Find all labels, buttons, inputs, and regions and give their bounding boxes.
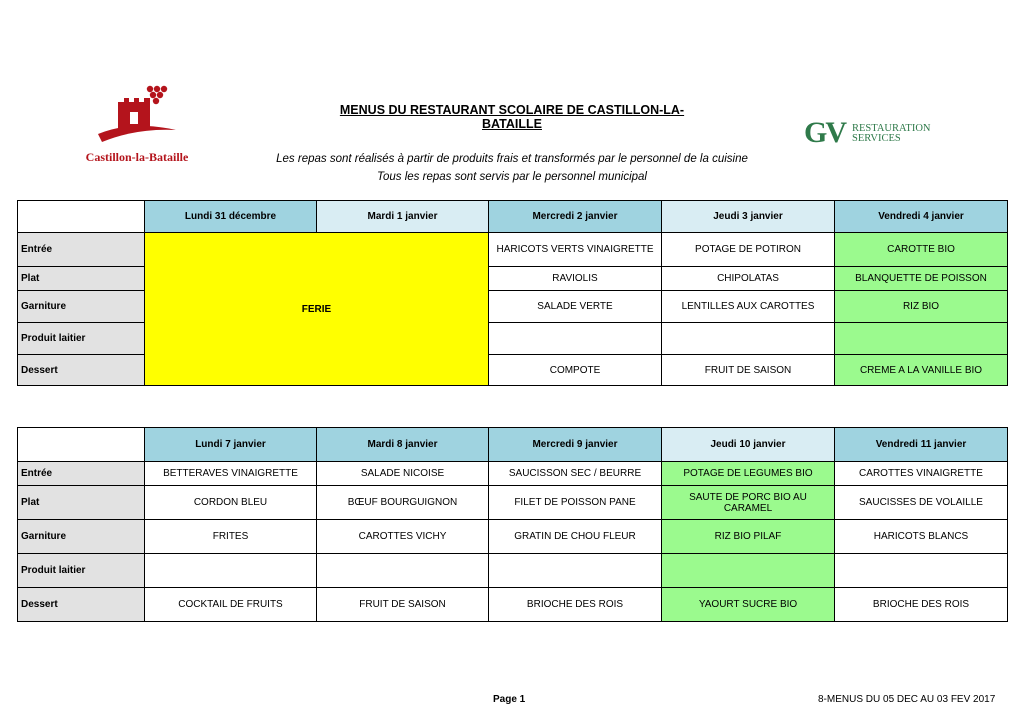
menu-cell: BLANQUETTE DE POISSON (835, 267, 1008, 291)
table-row (18, 233, 1008, 267)
day-header: Mercredi 9 janvier (489, 428, 662, 462)
day-header: Vendredi 4 janvier (835, 201, 1008, 233)
menu-cell (835, 323, 1008, 355)
row-label: Plat (18, 267, 145, 291)
menu-cell: SAUCISSON SEC / BEURRE (489, 462, 662, 486)
menu-cell: RAVIOLIS (489, 267, 662, 291)
menu-cell: COMPOTE (489, 355, 662, 386)
week1-menu-table (17, 200, 1008, 386)
menu-cell: SALADE VERTE (489, 291, 662, 323)
row-label: Dessert (18, 588, 145, 622)
intro-line-1: Les repas sont réalisés à partir de produits frais et transformés par le personnel de la cuisine (276, 153, 748, 165)
menu-cell: RIZ BIO PILAF (662, 520, 835, 554)
day-header: Jeudi 10 janvier (662, 428, 835, 462)
menu-cell (489, 323, 662, 355)
menu-cell: FRUIT DE SAISON (317, 588, 489, 622)
caterer-initials: GV (804, 116, 845, 149)
row-label: Entrée (18, 233, 145, 267)
day-header: Jeudi 3 janvier (662, 201, 835, 233)
row-label: Garniture (18, 291, 145, 323)
menu-cell: HARICOTS BLANCS (835, 520, 1008, 554)
menu-cell (662, 554, 835, 588)
menu-cell: CHIPOLATAS (662, 267, 835, 291)
table-header-row (18, 428, 1008, 462)
row-label: Entrée (18, 462, 145, 486)
table-row (18, 520, 1008, 554)
day-header: Mardi 1 janvier (317, 201, 489, 233)
menu-cell: LENTILLES AUX CAROTTES (662, 291, 835, 323)
day-header: Lundi 31 décembre (145, 201, 317, 233)
menu-cell: BRIOCHE DES ROIS (489, 588, 662, 622)
row-label: Plat (18, 486, 145, 520)
menu-cell (145, 554, 317, 588)
page-number: Page 1 (493, 694, 526, 705)
menu-cell: FILET DE POISSON PANE (489, 486, 662, 520)
corner-cell (18, 428, 145, 462)
table-row (18, 462, 1008, 486)
town-logo (62, 82, 212, 166)
menu-cell: CREME A LA VANILLE BIO (835, 355, 1008, 386)
menu-cell: CAROTTE BIO (835, 233, 1008, 267)
menu-cell: CORDON BLEU (145, 486, 317, 520)
table-header-row (18, 201, 1008, 233)
menu-cell: SAUCISSES DE VOLAILLE (835, 486, 1008, 520)
day-header: Mardi 8 janvier (317, 428, 489, 462)
caterer-name (852, 124, 931, 144)
day-header: Mercredi 2 janvier (489, 201, 662, 233)
menu-cell (835, 554, 1008, 588)
table-row (18, 554, 1008, 588)
menu-cell: FRITES (145, 520, 317, 554)
caterer-name-line1: RESTAURATION (852, 123, 931, 134)
caterer-name-line2: SERVICES (852, 133, 901, 144)
menu-cell: POTAGE DE LEGUMES BIO (662, 462, 835, 486)
row-label: Produit laitier (18, 323, 145, 355)
day-header: Lundi 7 janvier (145, 428, 317, 462)
menu-cell (662, 323, 835, 355)
menu-cell (317, 554, 489, 588)
week2-menu-table (17, 427, 1008, 622)
menu-cell: GRATIN DE CHOU FLEUR (489, 520, 662, 554)
menu-cell: POTAGE DE POTIRON (662, 233, 835, 267)
corner-cell (18, 201, 145, 233)
menu-cell: SAUTE DE PORC BIO AU CARAMEL (662, 486, 835, 520)
menu-cell: YAOURT SUCRE BIO (662, 588, 835, 622)
menu-cell: BETTERAVES VINAIGRETTE (145, 462, 317, 486)
table-row (18, 486, 1008, 520)
town-name: Castillon-la-Bataille (85, 150, 189, 164)
caterer-logo (800, 110, 965, 170)
menu-cell: BŒUF BOURGUIGNON (317, 486, 489, 520)
holiday-cell: FERIE (145, 233, 489, 386)
menu-cell: BRIOCHE DES ROIS (835, 588, 1008, 622)
menu-cell (489, 554, 662, 588)
intro-text (232, 150, 792, 186)
menu-cell: CAROTTES VICHY (317, 520, 489, 554)
menu-cell: FRUIT DE SAISON (662, 355, 835, 386)
page-title: MENUS DU RESTAURANT SCOLAIRE DE CASTILLON-LA-BATAILLE (339, 103, 685, 131)
castle-icon (92, 82, 182, 148)
menu-cell: COCKTAIL DE FRUITS (145, 588, 317, 622)
day-header: Vendredi 11 janvier (835, 428, 1008, 462)
table-row (18, 588, 1008, 622)
menu-cell: SALADE NICOISE (317, 462, 489, 486)
document-reference: 8-MENUS DU 05 DEC AU 03 FEV 2017 (818, 694, 996, 705)
menu-cell: CAROTTES VINAIGRETTE (835, 462, 1008, 486)
row-label: Garniture (18, 520, 145, 554)
menu-cell: HARICOTS VERTS VINAIGRETTE (489, 233, 662, 267)
menu-cell: RIZ BIO (835, 291, 1008, 323)
intro-line-2: Tous les repas sont servis par le personnel municipal (377, 171, 647, 183)
row-label: Dessert (18, 355, 145, 386)
row-label: Produit laitier (18, 554, 145, 588)
